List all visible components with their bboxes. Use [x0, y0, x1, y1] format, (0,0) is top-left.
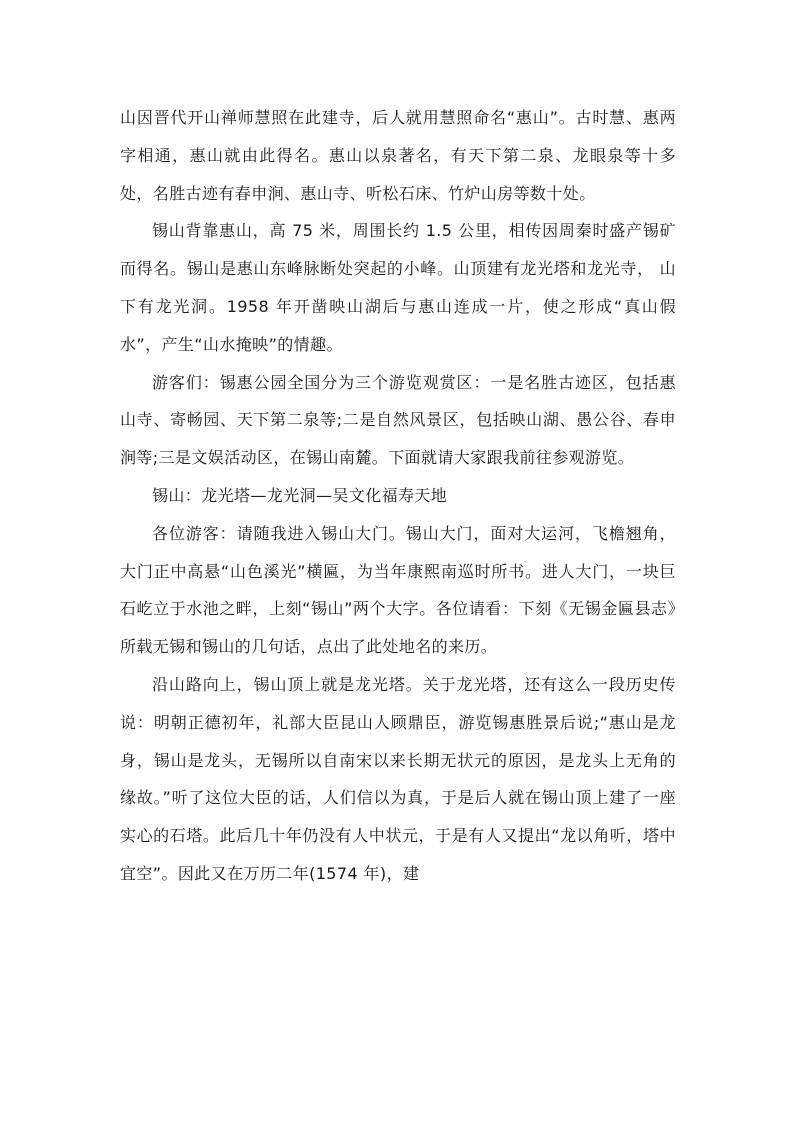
document-body	[120, 99, 676, 893]
paragraph-5: 各位游客：请随我进入锡山大门。锡山大门，面对大运河，飞檐翘角，大门正中高悬“山色溪光”横匾，为当年康熙南巡时所书。进人大门，一块巨石屹立于水池之畔，上刻“锡山”两个大字。各位请看：下刻《无锡金匾县志》所载无锡和锡山的几句话，点出了此处地名的来历。	[120, 523, 676, 657]
paragraph-6: 沿山路向上，锡山顶上就是龙光塔。关于龙光塔，还有这么一段历史传说：明朝正德初年，礼部大臣昆山人顾鼎臣，游览锡惠胜景后说;“惠山是龙身，锡山是龙头，无锡所以自南宋以来长期无状元的原因，是龙头上无角的缘故。”听了这位大臣的话，人们信以为真，于是后人就在锡山顶上建了一座实心的石塔。此后几十年仍没有人中状元，于是有人又提出“龙以角听，塔中宜空”。因此又在万历二年(1574 年)，建	[120, 674, 676, 883]
paragraph-2: 锡山背靠惠山，高 75 米，周围长约 1.5 公里，相传因周秦时盛产锡矿而得名。锡山是惠山东峰脉断处突起的小峰。山顶建有龙光塔和龙光寺， 山下有龙光洞。1958 年开凿映山湖后与惠山连成一片，使之形成“真山假水”，产生“山水掩映”的情趣。	[120, 221, 676, 354]
section-heading-xishan: 锡山：龙光塔—龙光洞—吴文化福寿天地	[152, 485, 448, 505]
paragraph-1: 山因晋代开山禅师慧照在此建寺，后人就用慧照命名“惠山”。古时慧、惠两字相通，惠山就由此得名。惠山以泉著名，有天下第二泉、龙眼泉等十多处，名胜古迹有春申涧、惠山寺、听松石床、竹炉山房等数十处。	[120, 108, 676, 203]
paragraph-3: 游客们：锡惠公园全国分为三个游览观赏区：一是名胜古迹区，包括惠山寺、寄畅园、天下第二泉等;二是自然风景区，包括映山湖、愚公谷、春申涧等;三是文娱活动区，在锡山南麓。下面就请大家跟我前往参观游览。	[120, 372, 676, 468]
